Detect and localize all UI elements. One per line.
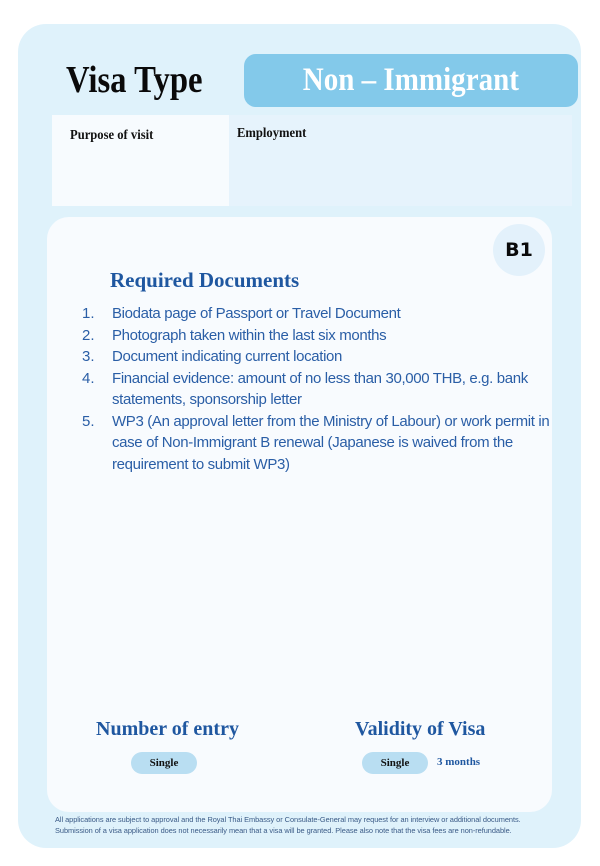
list-item — [82, 325, 552, 347]
list-item — [82, 346, 552, 368]
visa-code-badge — [493, 224, 545, 276]
purpose-value: Employment — [237, 126, 307, 141]
list-item-text: Financial evidence: amount of no less than 30,000 THB, e.g. bank statements, sponsorship letter — [112, 369, 528, 408]
list-item-number: 3. — [82, 348, 95, 365]
validity-entry-badge: Single — [362, 752, 428, 774]
visa-type-badge — [244, 54, 578, 107]
page-title: Visa Type — [66, 59, 203, 101]
list-item-text: Photograph taken within the last six months — [112, 326, 387, 344]
purpose-value-cell — [229, 115, 572, 206]
list-item-number: 1. — [82, 305, 95, 322]
list-item — [82, 368, 552, 411]
visa-code: B1 — [505, 239, 533, 261]
list-item-text: Biodata page of Passport or Travel Document — [112, 305, 401, 322]
disclaimer-text: All applications are subject to approval and the Royal Thai Embassy or Consulate-General may request for an interview or additional documents. Submission of a visa application does not necessarily mean that a visa will be granted. Please also note that the visa fees are non-refundable. — [55, 815, 521, 835]
number-of-entry-heading: Number of entry — [96, 718, 239, 740]
required-documents-list — [82, 303, 552, 475]
validity-duration: 3 months — [437, 756, 481, 768]
validity-heading: Validity of Visa — [355, 718, 486, 740]
list-item — [82, 303, 552, 325]
required-documents-heading: Required Documents — [110, 268, 300, 292]
list-item-number: 5. — [82, 412, 95, 430]
visa-type-label: Non – Immigrant — [302, 62, 520, 98]
list-item-text: WP3 (An approval letter from the Ministry of Labour) or work permit in case of Non-Immigrant B renewal (Japanese is waived from the requirement to submit WP3) — [112, 412, 550, 473]
list-item — [82, 411, 552, 476]
list-item-number: 4. — [82, 369, 95, 387]
list-item-number: 2. — [82, 326, 95, 344]
purpose-label: Purpose of visit — [70, 128, 154, 143]
entry-type-badge: Single — [131, 752, 197, 774]
purpose-label-cell — [52, 115, 229, 206]
list-item-text: Document indicating current location — [112, 348, 343, 365]
